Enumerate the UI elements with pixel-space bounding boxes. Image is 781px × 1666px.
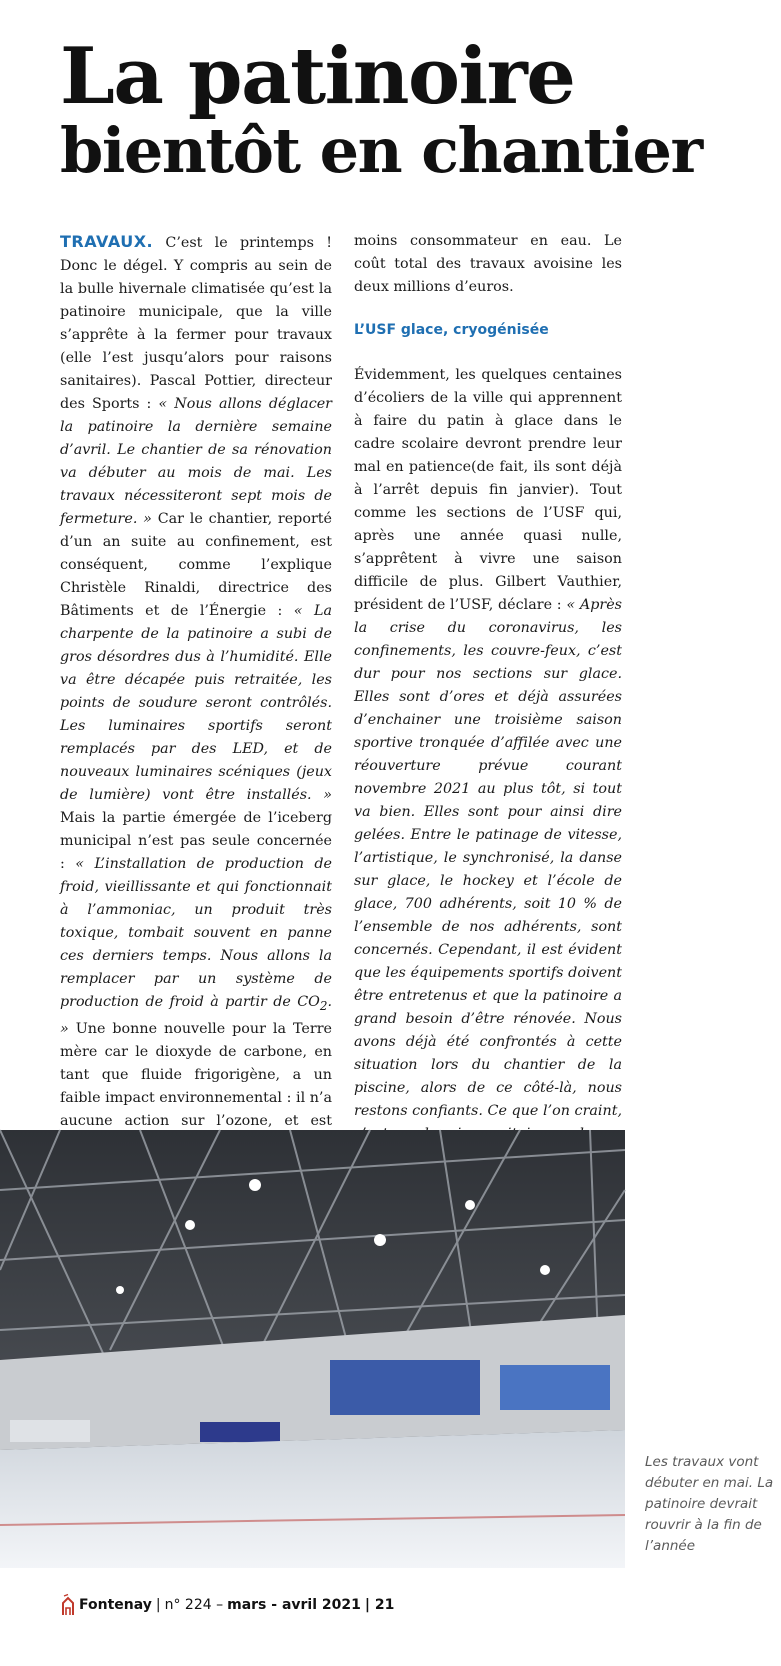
text: Car le chantier, reporté d’un an suite au confinement, est conséquent, comme l’explique Christèle Rinaldi, directrice des Bâtiments et de l’Énergie : (60, 511, 332, 619)
title-line-2: bientôt en chantier (60, 114, 702, 187)
quote-text: « L’installation de production de froid, vieillissante et qui fonctionnait à l’ammoniac, un produit très toxique, tombait souvent en panne ces derniers temps. Nous allons la remplacer par un système de production de froid à partir de CO (60, 856, 332, 1010)
photo-caption: Les travaux vont débuter en mai. La patinoire devrait rouvrir à la fin de l’année (645, 1454, 774, 1554)
fontenay-logo-icon (60, 1594, 76, 1616)
photo-illustration (0, 1130, 625, 1568)
footer-separator: | (155, 1597, 161, 1613)
text: Mais la partie émergée de l’iceberg municipal n’est pas seule concernée : (60, 810, 332, 872)
paragraph: moins consommateur en eau. Le coût total des travaux avoisine les deux millions d’euros. (354, 233, 622, 295)
quote-end: . » (60, 994, 332, 1037)
article-column-left (60, 230, 332, 1130)
text: C’est le printemps ! Donc le dégel. Y compris au sein de la bulle hivernale climatisée qu’est la patinoire municipale, que la ville s’apprête à la fermer pour travaux (elle l’est jusqu’alors pour raisons sanitaires). Pascal Pottier, directeur des Sports : (60, 235, 332, 412)
ice-rink-photo (0, 1130, 625, 1568)
quote: « Après la crise du coronavirus, les confinements, les couvre-feux, c’est dur pour nos sections sur glace. Elles sont d’ores et déjà assurées d’enchainer une troisième saison sportive tronquée d’affilée avec une réouverture prévue courant novembre 2021 au plus tôt, si tout va bien. Elles sont pour ainsi dire gelées. Entre le patinage de vitesse, l’artistique, le synchronisé, la danse sur glace, le hockey et l’école de glace, 700 adhérents, soit 10 % de l’ensemble de nos adhérents, sont concernés. Cependant, il est évident que les équipements sportifs doivent être entretenus et que la patinoire a grand besoin d’être rénovée. Nous avons déjà été confrontés à cette situation lors du chantier de la piscine, alors de ce côté-là, nous restons confiants. Ce que l’on craint, (354, 597, 622, 1119)
paragraph (354, 364, 622, 1238)
footer-date: mars - avril 2021 (227, 1597, 361, 1613)
paragraph (60, 230, 332, 1225)
footer-brand: Fontenay (79, 1597, 152, 1613)
title-line-1: La patinoire (60, 31, 575, 122)
quote: « La charpente de la patinoire a subi de gros désordres dus à l’humidité. Elle va être décapée puis retraitée, les points de soudure seront contrôlés. Les luminaires sportifs seront remplacés par des LED, et de nouveaux luminaires scéniques (jeux de lumière) vont être installés. » (60, 603, 332, 803)
footer-page-number: | 21 (364, 1597, 395, 1613)
subheading: L’USF glace, cryogénisée (354, 322, 549, 338)
quote (60, 856, 332, 1037)
footer-issue: n° 224 – (164, 1597, 224, 1613)
kicker: TRAVAUX. (60, 232, 154, 251)
page-footer (60, 1593, 394, 1617)
quote: « Nous allons déglacer la patinoire la dernière semaine d’avril. Le chantier de sa rénovation va débuter au mois de mai. Les travaux nécessiteront sept mois de fermeture. » (60, 396, 332, 527)
article-title (60, 31, 702, 187)
text: Évidemment, les quelques centaines d’écoliers de la ville qui apprennent à faire du patin à glace dans le cadre scolaire devront prendre leur mal en patience(de fait, ils sont déjà à l’arrêt depuis fin janvier). Tout comme les sections de l’USF qui, après une année quasi nulle, s’apprêtent à vivre une saison difficile de plus. Gilbert Vauthier, président de l’USF, déclare : (354, 367, 622, 613)
subscript: 2 (319, 998, 328, 1013)
text: Une bonne nouvelle pour la Terre mère car le dioxyde de carbone, en tant que fluide frigorigène, a un faible impact environnemental : il n’a aucune action sur l’ozone, et est (60, 1020, 332, 1129)
article-column-right (354, 230, 622, 1130)
